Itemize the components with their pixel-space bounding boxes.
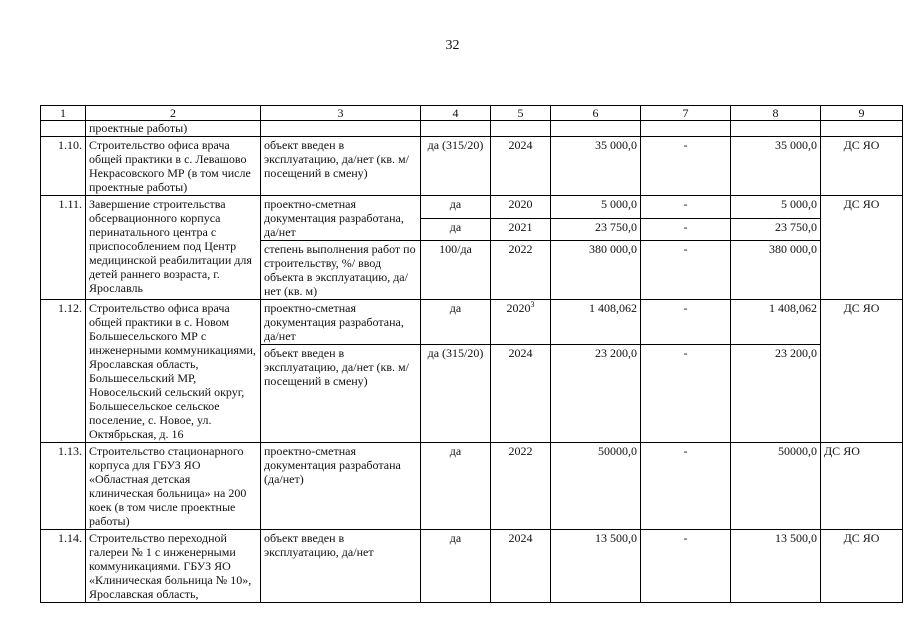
row-indicator: степень выполнения работ по строительству, %/ ввод объекта в эксплуатацию, да/нет (кв. м) [261,241,421,300]
row-year: 2024 [491,137,551,196]
row-col7: - [641,137,731,196]
row-year: 2022 [491,443,551,530]
row-total: 380 000,0 [551,241,641,300]
col-header: 7 [641,106,731,121]
page-number: 32 [445,38,460,53]
row-total: 23 200,0 [551,345,641,443]
row-number: 1.12. [41,300,86,443]
row-col7: - [641,218,731,241]
row-col8: 50000,0 [731,443,821,530]
row-number: 1.10. [41,137,86,196]
row-number: 1.14. [41,530,86,603]
row-value: да [421,218,491,241]
row-name: Завершение строительства обсервационного корпуса перинатального центра с приспособлением под Центр медицинской реабилитации для детей раннего возраста, г. Ярославль [86,196,261,300]
row-col7: - [641,443,731,530]
row-name: Строительство офиса врача общей практики в с. Новом Большесельского МР с инженерными коммуникациями, Ярославская область, Большесельский МР, Новосельский сельский округ, Большесельское сельское поселение, с. Новое, ул. Октябрьская, д. 16 [86,300,261,443]
table-row [41,121,903,137]
table-row [41,530,903,603]
col-header: 3 [261,106,421,121]
col-header: 8 [731,106,821,121]
row-number: 1.11. [41,196,86,300]
row-year: 2020 [491,196,551,219]
row-col7: - [641,196,731,219]
row-name: Строительство офиса врача общей практики в с. Левашово Некрасовского МР (в том числе проектные работы) [86,137,261,196]
row-year: 2022 [491,241,551,300]
row-total: 5 000,0 [551,196,641,219]
table-row [41,443,903,530]
row-source: ДС ЯО [821,300,903,443]
footnote-mark: 3 [530,300,535,309]
header-row [41,106,903,121]
row-col8: 1 408,062 [731,300,821,345]
row-indicator: проектно-сметная документация разработана (да/нет) [261,443,421,530]
row-col7: - [641,530,731,603]
table-row [41,137,903,196]
row-value: да (315/20) [421,345,491,443]
row-year: 2024 [491,530,551,603]
row-value: да (315/20) [421,137,491,196]
row-value: 100/да [421,241,491,300]
row-year [491,300,551,345]
row-indicator: объект введен в эксплуатацию, да/нет [261,530,421,603]
program-table [40,105,903,603]
row-total: 50000,0 [551,443,641,530]
row-source: ДС ЯО [821,196,903,300]
row-value: да [421,530,491,603]
row-col8: 23 750,0 [731,218,821,241]
row-indicator: объект введен в эксплуатацию, да/нет (кв. м/ посещений в смену) [261,137,421,196]
row-indicator: объект введен в эксплуатацию, да/нет (кв. м/ посещений в смену) [261,345,421,443]
col-header: 4 [421,106,491,121]
row-source: ДС ЯО [821,137,903,196]
row-total: 1 408,062 [551,300,641,345]
row-col8: 13 500,0 [731,530,821,603]
row-col8: 5 000,0 [731,196,821,219]
row-name: Строительство стационарного корпуса для ГБУЗ ЯО «Областная детская клиническая больница» на 200 коек (в том числе проектные работы) [86,443,261,530]
row-year: 2021 [491,218,551,241]
row-value: да [421,196,491,219]
col-header: 6 [551,106,641,121]
row-col8: 35 000,0 [731,137,821,196]
col-header: 9 [821,106,903,121]
row-indicator: проектно-сметная документация разработана, да/нет [261,300,421,345]
row-col7: - [641,241,731,300]
row-year: 2024 [491,345,551,443]
row-number: 1.13. [41,443,86,530]
row-total: 35 000,0 [551,137,641,196]
row-total: 23 750,0 [551,218,641,241]
row-value: да [421,443,491,530]
row-source: ДС ЯО [821,530,903,603]
row-source: ДС ЯО [821,443,903,530]
continuation-text: проектные работы) [86,121,261,137]
col-header: 2 [86,106,261,121]
col-header: 5 [491,106,551,121]
row-name: Строительство переходной галереи № 1 с инженерными коммуникациями. ГБУЗ ЯО «Клиническая больница № 10», Ярославская область, [86,530,261,603]
row-total: 13 500,0 [551,530,641,603]
table-row [41,300,903,345]
col-header: 1 [41,106,86,121]
row-col8: 380 000,0 [731,241,821,300]
table-row [41,196,903,219]
row-indicator: проектно-сметная документация разработана, да/нет [261,196,421,241]
row-col7: - [641,300,731,345]
year-text: 2020 [506,301,531,315]
row-value: да [421,300,491,345]
row-col8: 23 200,0 [731,345,821,443]
row-col7: - [641,345,731,443]
